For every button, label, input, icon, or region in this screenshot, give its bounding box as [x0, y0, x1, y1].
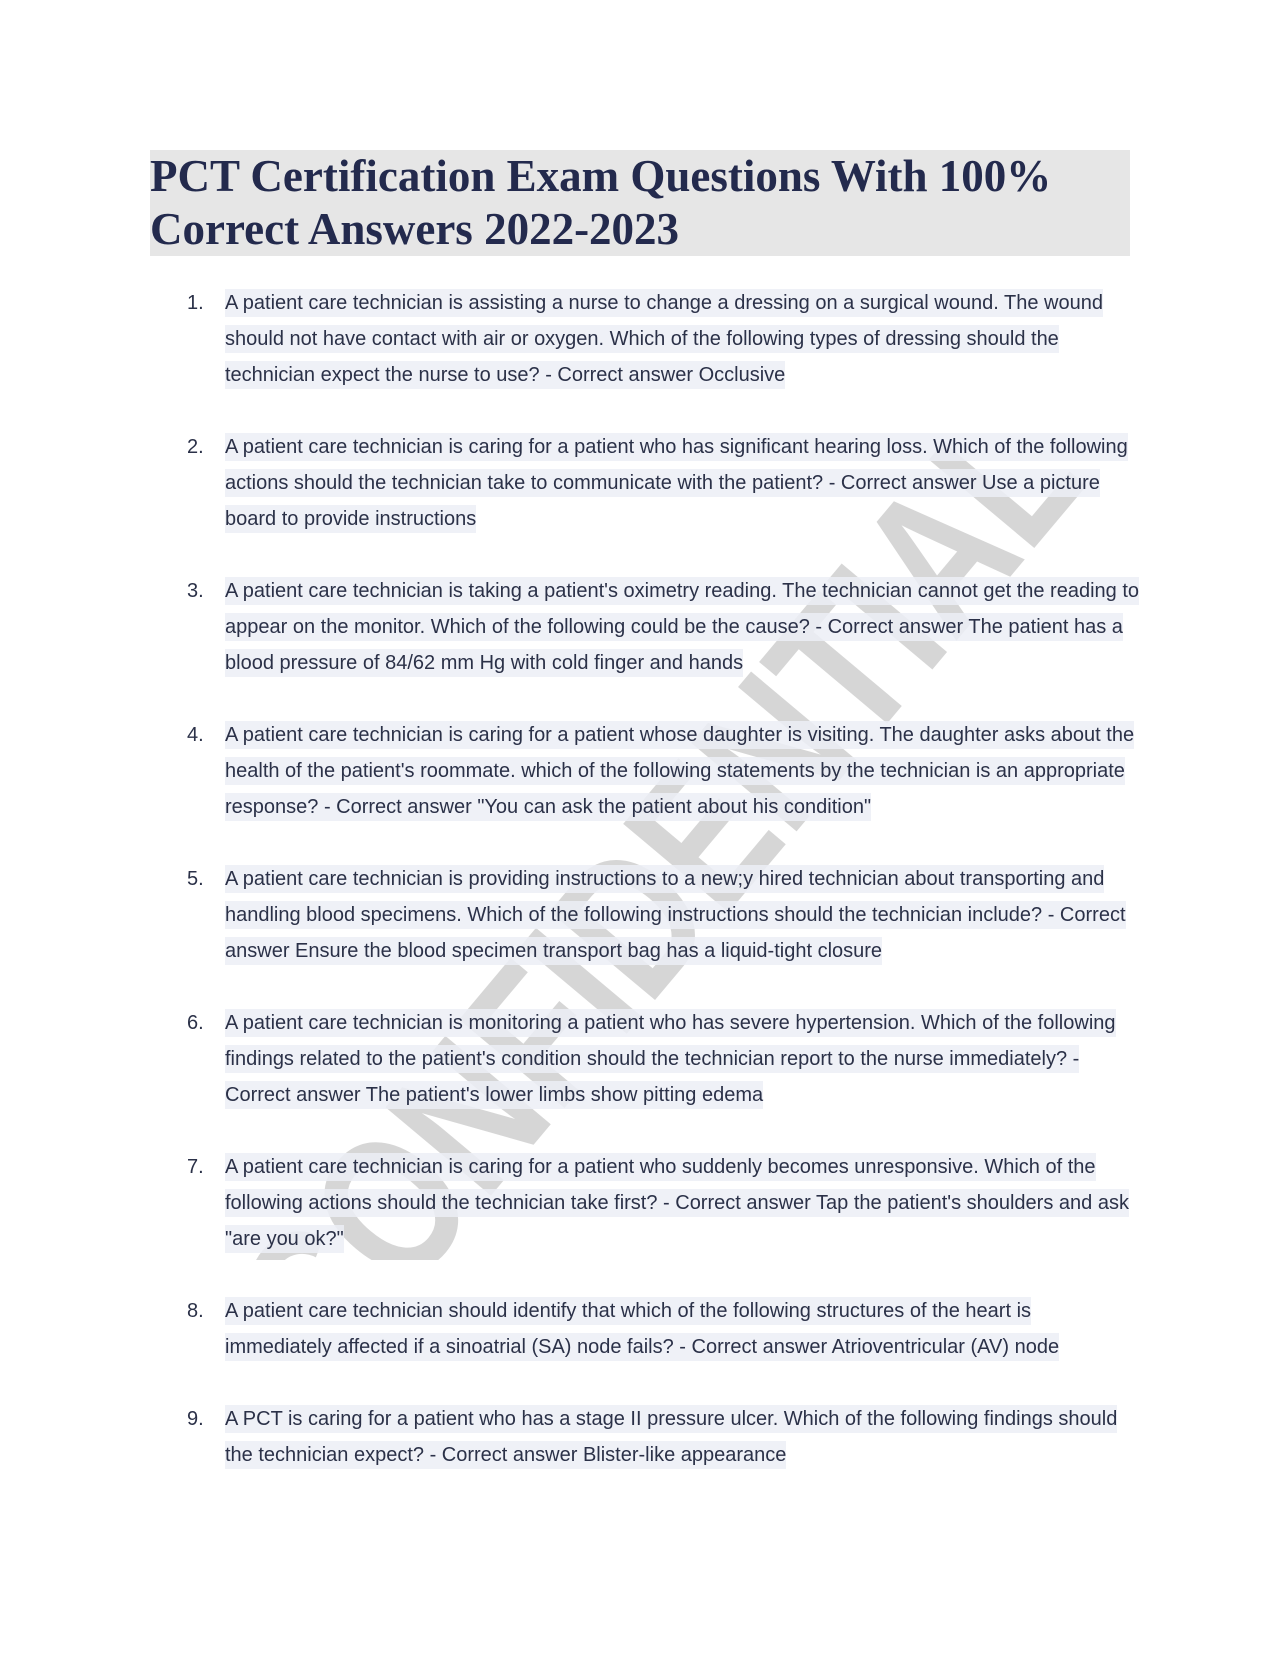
question-list — [150, 285, 1140, 1509]
item-number: 9. — [187, 1408, 204, 1430]
list-item — [150, 1401, 1140, 1473]
list-item — [150, 1005, 1140, 1113]
question-text: A patient care technician is providing instructions to a new;y hired technician about transporting and handling blood specimens. Which of the following instructions should the technician include? - Correct answer Ensure the blood specimen transport bag has a liquid-tight closure — [225, 865, 1126, 965]
question-text: A patient care technician is caring for a patient who has significant hearing loss. Which of the following actions should the technician take to communicate with the patient? - Correct answer Use a picture board to provide instructions — [225, 433, 1128, 533]
question-text: A patient care technician is monitoring a patient who has severe hypertension. Which of the following findings related to the patient's condition should the technician report to the nurse immediately? - Correct answer The patient's lower limbs show pitting edema — [225, 1009, 1116, 1109]
item-number: 5. — [187, 868, 204, 890]
item-number: 2. — [187, 436, 204, 458]
item-number: 4. — [187, 724, 204, 746]
item-number: 8. — [187, 1300, 204, 1322]
list-item — [150, 285, 1140, 393]
list-item — [150, 429, 1140, 537]
item-number: 1. — [187, 292, 204, 314]
list-item — [150, 1293, 1140, 1365]
question-text: A patient care technician should identify that which of the following structures of the heart is immediately affected if a sinoatrial (SA) node fails? - Correct answer Atrioventricular (AV) node — [225, 1297, 1059, 1361]
list-item — [150, 717, 1140, 825]
page-title: PCT Certification Exam Questions With 100% Correct Answers 2022-2023 — [150, 151, 1052, 254]
item-number: 3. — [187, 580, 204, 602]
question-text: A patient care technician is assisting a nurse to change a dressing on a surgical wound. The wound should not have contact with air or oxygen. Which of the following types of dressing should the technician expect the nurse to use? - Correct answer Occlusive — [225, 289, 1103, 389]
list-item — [150, 573, 1140, 681]
title-block — [150, 150, 1130, 256]
item-number: 7. — [187, 1156, 204, 1178]
list-item — [150, 861, 1140, 969]
item-number: 6. — [187, 1012, 204, 1034]
question-text: A patient care technician is taking a patient's oximetry reading. The technician cannot get the reading to appear on the monitor. Which of the following could be the cause? - Correct answer The patient has a blood pressure of 84/62 mm Hg with cold finger and hands — [225, 577, 1139, 677]
question-text: A patient care technician is caring for a patient whose daughter is visiting. The daughter asks about the health of the patient's roommate. which of the following statements by the technician is an appropriate response? - Correct answer "You can ask the patient about his condition" — [225, 721, 1134, 821]
list-item — [150, 1149, 1140, 1257]
question-text: A patient care technician is caring for a patient who suddenly becomes unresponsive. Which of the following actions should the technician take first? - Correct answer Tap the patient's shoulders and ask "are you ok?" — [225, 1153, 1129, 1253]
question-text: A PCT is caring for a patient who has a stage II pressure ulcer. Which of the following findings should the technician expect? - Correct answer Blister-like appearance — [225, 1405, 1117, 1469]
